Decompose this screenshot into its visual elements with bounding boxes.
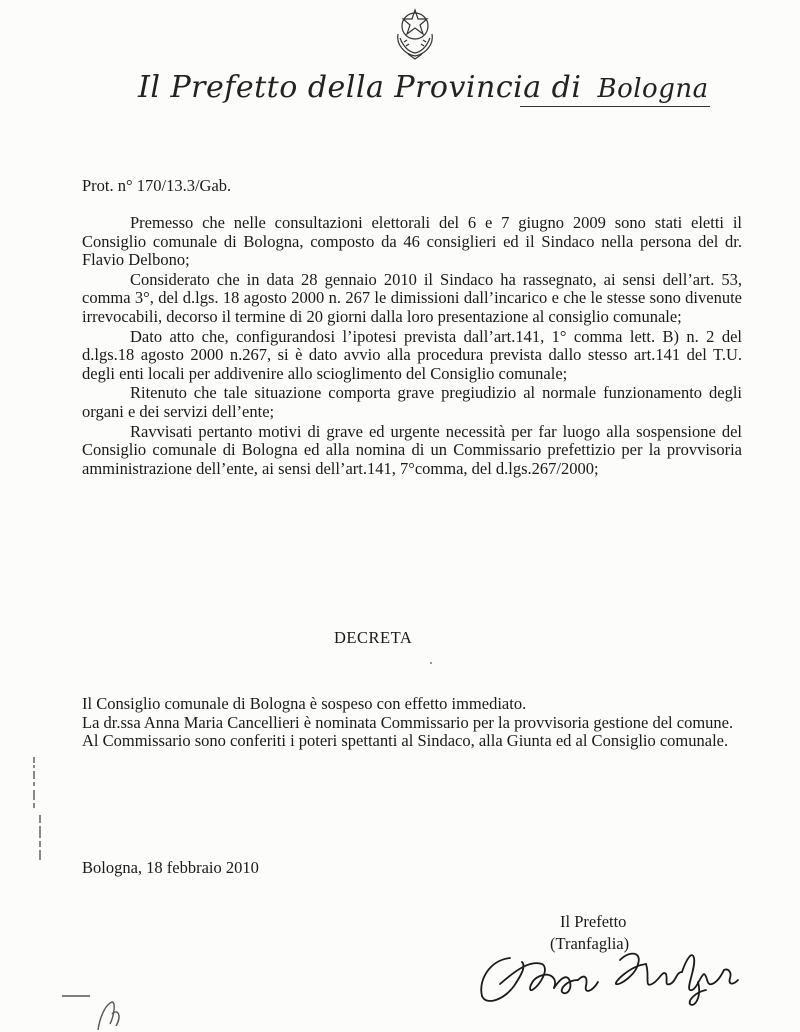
handwritten-signature-icon <box>470 930 760 1010</box>
italian-republic-emblem-icon <box>390 4 440 60</box>
vertical-print-stamp-icon <box>30 755 44 865</box>
preamble-paragraph: Ritenuto che tale situazione comporta grave pregiudizio al normale funzionamento degli organi e dei servizi dell’ente; <box>82 383 742 421</box>
decree-line: La dr.ssa Anna Maria Cancellieri è nominata Commissario per la provvisoria gestione del comune. <box>82 712 734 732</box>
preamble-paragraph: Ravvisati pertanto motivi di grave ed urgente necessità per far luogo alla sospensione del Consiglio comunale di Bologna ed alla nomina di un Commissario prefettizio per la provvisoria amministrazione dell’ente, ai sensi dell’art.141, 7°comma, del d.lgs.267/2000; <box>82 421 742 478</box>
scan-speck <box>430 662 432 664</box>
preamble <box>82 214 742 479</box>
decree-body <box>82 695 742 751</box>
decree-line: Il Consiglio comunale di Bologna è sospeso con effetto immediato. <box>82 694 527 713</box>
signatory-name: (Tranfaglia) <box>550 934 630 953</box>
protocol-number: Prot. n° 170/13.3/Gab. <box>82 176 232 195</box>
decree-line: Al Commissario sono conferiti i poteri spettanti al Sindaco, alla Giunta ed al Consiglio comunale. <box>82 731 729 751</box>
decree-heading: DECRETA <box>334 628 413 647</box>
signatory-title: Il Prefetto <box>560 912 627 931</box>
margin-scribble-icon <box>60 980 150 1032</box>
letterhead-title <box>138 70 708 105</box>
place-and-date: Bologna, 18 febbraio 2010 <box>82 858 259 877</box>
letterhead-title-text: Il Prefetto della Provincia di <box>138 70 582 105</box>
preamble-paragraph: Dato atto che, configurandosi l’ipotesi prevista dall’art.141, 1° comma lett. B) n. 2 del d.lgs.18 agosto 2000 n.267, si è dato avvio alla procedura prevista dallo stesso art.141 del T.U. degli enti locali per addivenire allo scioglimento del Consiglio comunale; <box>82 326 742 383</box>
preamble-paragraph: Premesso che nelle consultazioni elettorali del 6 e 7 giugno 2009 sono stati eletti il Consiglio comunale di Bologna, composto da 46 consiglieri ed il Sindaco nella persona del dr. Flavio Delbono; <box>82 213 742 270</box>
letterhead-city: Bologna <box>597 74 709 104</box>
preamble-paragraph: Considerato che in data 28 gennaio 2010 il Sindaco ha rassegnato, ai sensi dell’art. 53, comma 3°, del d.lgs. 18 agosto 2000 n. 267 le dimissioni dall’incarico e che le stesse sono divenute irrevocabili, decorso il termine di 20 giorni dalla loro presentazione al consiglio comunale; <box>82 269 742 326</box>
letterhead-underline <box>520 106 710 107</box>
